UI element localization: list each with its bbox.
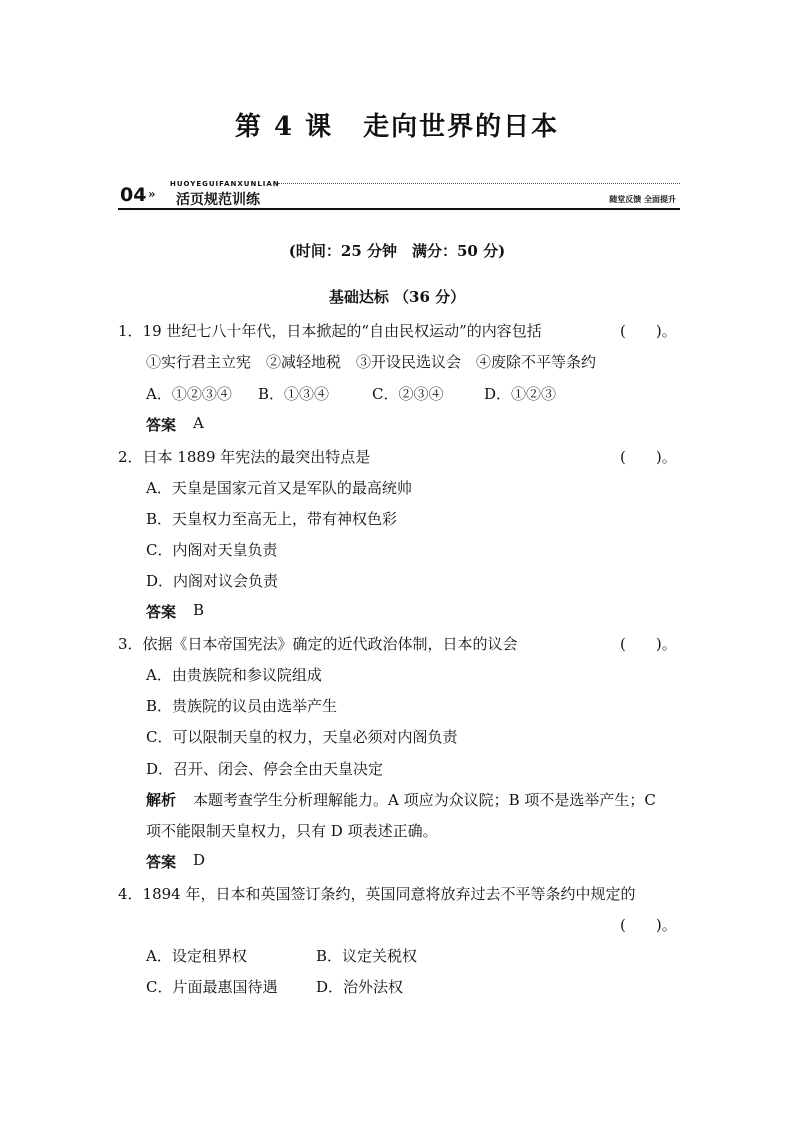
question-stem: 4．1894 年，日本和英国签订条约，英国同意将放弃过去不平等条约中规定的 xyxy=(118,885,636,903)
option-d: D．治外法权 xyxy=(316,978,404,996)
option-a: A．设定租界权 xyxy=(146,947,247,965)
analysis-text: 本题考查学生分析理解能力。A 项应为众议院；B 项不是选举产生；C xyxy=(193,791,656,809)
analysis-text: 项不能限制天皇权力，只有 D 项表述正确。 xyxy=(146,822,438,840)
option-a: A．①②③④ xyxy=(146,385,232,403)
answer-value: D xyxy=(193,851,206,869)
answer-value: A xyxy=(193,414,204,432)
option-d: D．①②③ xyxy=(484,385,557,403)
time-info: (时间：25 分钟 满分：50 分) xyxy=(288,242,506,260)
analysis-label: 解析 xyxy=(146,791,177,809)
section-banner xyxy=(118,172,680,212)
banner-rule xyxy=(118,208,680,210)
answer-label: 答案 xyxy=(146,416,177,434)
section-title: 基础达标 （36 分） xyxy=(328,288,466,306)
banner-number: 04 xyxy=(120,184,147,206)
banner-dotted-line xyxy=(278,183,680,184)
banner-right-text: 随堂反馈 全面提升 xyxy=(609,195,676,204)
question-stem: 3．依据《日本帝国宪法》确定的近代政治体制，日本的议会 xyxy=(118,635,518,653)
option-c: C．片面最惠国待遇 xyxy=(146,978,278,996)
banner-arrow-icon: » xyxy=(148,187,156,201)
option-b: B．①③④ xyxy=(258,385,330,403)
answer-blank: ( )。 xyxy=(620,916,677,934)
lesson-number: 第 4 课 xyxy=(234,112,334,142)
answer-label: 答案 xyxy=(146,603,177,621)
lesson-name: 走向世界的日本 xyxy=(363,112,560,142)
page-title xyxy=(0,106,794,143)
question-stem: 1．19 世纪七八十年代，日本掀起的“自由民权运动”的内容包括 xyxy=(118,322,542,340)
answer-label: 答案 xyxy=(146,853,177,871)
answer-blank: ( )。 xyxy=(620,322,677,340)
answer-blank: ( )。 xyxy=(620,635,677,653)
banner-pinyin: HUOYEGUIFANXUNLIAN xyxy=(170,180,280,188)
answer-value: B xyxy=(193,601,205,619)
question-stem: 2．日本 1889 年宪法的最突出特点是 xyxy=(118,448,371,466)
answer-blank: ( )。 xyxy=(620,448,677,466)
option-c: C．②③④ xyxy=(372,385,444,403)
option-b: B．议定关税权 xyxy=(316,947,418,965)
banner-label: 活页规范训练 xyxy=(176,192,260,208)
